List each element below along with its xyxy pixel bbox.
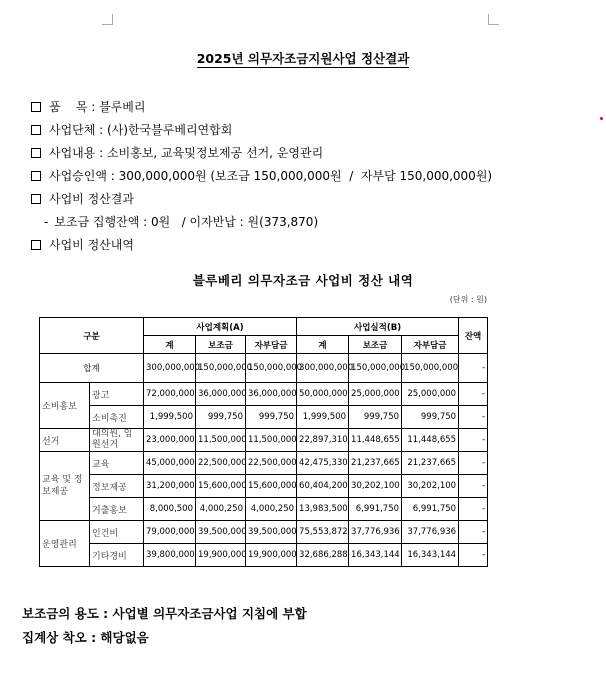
table-cell: 300,000,000 (297, 354, 349, 383)
table-cell: 37,776,936 (349, 521, 402, 544)
table-cell: 32,686,288 (297, 544, 349, 567)
page-corner-mark-left (102, 14, 113, 25)
category-election: 선거 (40, 429, 90, 452)
header-division: 구분 (40, 318, 144, 354)
table-cell: 37,776,936 (402, 521, 459, 544)
table-cell: 4,000,250 (246, 498, 297, 521)
table-cell: 22,897,310 (297, 429, 349, 452)
item-text: 사업내용 : 소비홍보, 교육및정보제공 선거, 운영관리 (49, 145, 324, 160)
row-label: 인건비 (90, 521, 144, 544)
table-cell: - (459, 354, 488, 383)
row-label: 소비촉진 (90, 406, 144, 429)
checkbox-square-icon (31, 194, 41, 204)
sub-list-item (30, 210, 492, 233)
sub-item-text: 보조금 집행잔액 : 0원 / 이자반납 : 원(373,870) (54, 214, 319, 229)
table-cell: 150,000,000 (196, 354, 246, 383)
header-actual-total: 계 (297, 336, 349, 354)
header-plan: 사업계획(A) (144, 318, 297, 336)
summary-list (30, 95, 492, 256)
table-cell: 39,500,000 (246, 521, 297, 544)
row-label: 교육 (90, 452, 144, 475)
header-plan-total: 계 (144, 336, 196, 354)
table-row (40, 521, 488, 544)
table-cell: 150,000,000 (349, 354, 402, 383)
table-cell: 30,202,100 (402, 475, 459, 498)
list-item (30, 164, 492, 187)
table-cell: - (459, 498, 488, 521)
table-cell: - (459, 475, 488, 498)
table-cell: 72,000,000 (144, 383, 196, 406)
table-cell: 999,750 (246, 406, 297, 429)
table-cell: 22,500,000 (246, 452, 297, 475)
document-title (0, 49, 606, 67)
table-cell: 25,000,000 (402, 383, 459, 406)
checkbox-square-icon (31, 240, 41, 250)
header-plan-subsidy: 보조금 (196, 336, 246, 354)
table-cell: 999,750 (196, 406, 246, 429)
header-balance: 잔액 (459, 318, 488, 354)
table-cell: 75,553,872 (297, 521, 349, 544)
row-label: 대의원, 임원선거 (90, 429, 144, 452)
table-cell: - (459, 544, 488, 567)
table-cell: 6,991,750 (349, 498, 402, 521)
table-cell: 30,202,100 (349, 475, 402, 498)
table-row (40, 544, 488, 567)
table-cell: 42,475,330 (297, 452, 349, 475)
table-cell: 11,500,000 (196, 429, 246, 452)
table-cell: 15,600,000 (246, 475, 297, 498)
table-cell: 19,900,000 (196, 544, 246, 567)
table-cell: 36,000,000 (196, 383, 246, 406)
table-cell: 39,800,000 (144, 544, 196, 567)
table-cell: 1,999,500 (297, 406, 349, 429)
row-label: 광고 (90, 383, 144, 406)
table-cell: 79,000,000 (144, 521, 196, 544)
table-cell: 999,750 (402, 406, 459, 429)
table-cell: 8,000,500 (144, 498, 196, 521)
table-cell: 6,991,750 (402, 498, 459, 521)
table-cell: - (459, 429, 488, 452)
row-label: 정보제공 (90, 475, 144, 498)
table-cell: 50,000,000 (297, 383, 349, 406)
list-item (30, 95, 492, 118)
category-consumer-promotion: 소비홍보 (40, 383, 90, 429)
table-cell: - (459, 383, 488, 406)
table-row (40, 498, 488, 521)
subsidy-usage-note: 보조금의 용도 : 사업별 의무자조금사업 지침에 부합 (22, 606, 307, 621)
table-cell: 39,500,000 (196, 521, 246, 544)
table-row (40, 452, 488, 475)
table-cell: 15,600,000 (196, 475, 246, 498)
settlement-table (39, 317, 488, 567)
aggregation-error-note: 집계상 착오 : 해당없음 (22, 630, 149, 645)
row-label: 기타경비 (90, 544, 144, 567)
unit-label: (단위 : 원) (449, 295, 487, 304)
page-corner-mark-right (488, 14, 499, 25)
table-cell: 11,448,655 (402, 429, 459, 452)
checkbox-square-icon (31, 148, 41, 158)
checkbox-square-icon (31, 171, 41, 181)
item-text: 사업승인액 : 300,000,000원 (보조금 150,000,000원 / 자부담 150,000,000원) (49, 168, 493, 183)
table-row-total (40, 354, 488, 383)
dash-bullet: - (44, 214, 49, 229)
table-cell: 23,000,000 (144, 429, 196, 452)
table-cell: 21,237,665 (349, 452, 402, 475)
cursor-marker (600, 117, 603, 120)
table-cell: 45,000,000 (144, 452, 196, 475)
table-cell: 16,343,144 (402, 544, 459, 567)
table-cell: 1,999,500 (144, 406, 196, 429)
header-actual-subsidy: 보조금 (349, 336, 402, 354)
table-cell: - (459, 521, 488, 544)
table-cell: - (459, 406, 488, 429)
category-education: 교육 및 정보제공 (40, 452, 90, 521)
header-actual-self: 자부담금 (402, 336, 459, 354)
table-row (40, 429, 488, 452)
table-cell: 36,000,000 (246, 383, 297, 406)
header-plan-self: 자부담금 (246, 336, 297, 354)
table-cell: 999,750 (349, 406, 402, 429)
table-cell: 16,343,144 (349, 544, 402, 567)
table-cell: - (459, 452, 488, 475)
table-cell: 300,000,000 (144, 354, 196, 383)
table-cell: 31,200,000 (144, 475, 196, 498)
header-actual: 사업실적(B) (297, 318, 459, 336)
row-label: 거출홍보 (90, 498, 144, 521)
table-cell: 22,500,000 (196, 452, 246, 475)
list-item (30, 141, 492, 164)
item-text: 사업단체 : (사)한국블루베리연합회 (49, 122, 233, 137)
checkbox-square-icon (31, 125, 41, 135)
table-cell: 150,000,000 (246, 354, 297, 383)
table-cell: 21,237,665 (402, 452, 459, 475)
list-item (30, 118, 492, 141)
table-row (40, 406, 488, 429)
item-text: 사업비 정산내역 (49, 237, 134, 252)
table-cell: 19,900,000 (246, 544, 297, 567)
category-operations: 운영관리 (40, 521, 90, 567)
table-cell: 25,000,000 (349, 383, 402, 406)
table-cell: 13,983,500 (297, 498, 349, 521)
table-row (40, 383, 488, 406)
checkbox-square-icon (31, 102, 41, 112)
table-row (40, 475, 488, 498)
table-title: 블루베리 의무자조금 사업비 정산 내역 (192, 273, 414, 288)
table-header-row (40, 318, 488, 336)
item-text: 품 목 : 블루베리 (49, 99, 146, 114)
list-item (30, 187, 492, 210)
list-item (30, 233, 492, 256)
table-cell: 150,000,000 (402, 354, 459, 383)
total-label: 합계 (40, 354, 144, 383)
table-cell: 60,404,200 (297, 475, 349, 498)
item-text: 사업비 정산결과 (49, 191, 134, 206)
table-cell: 11,448,655 (349, 429, 402, 452)
table-cell: 4,000,250 (196, 498, 246, 521)
document-title-text: 2025년 의무자조금지원사업 정산결과 (196, 51, 410, 66)
table-cell: 11,500,000 (246, 429, 297, 452)
